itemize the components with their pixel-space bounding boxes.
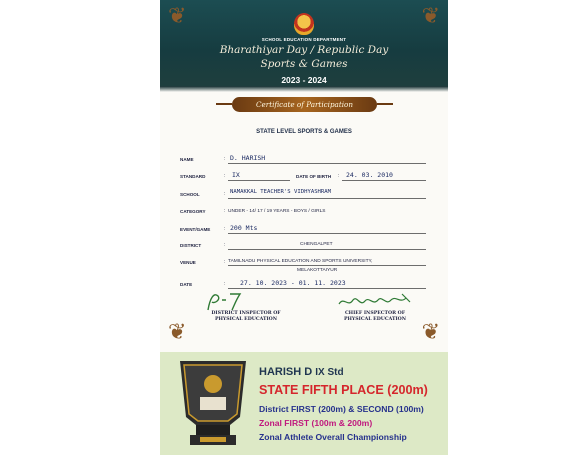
district-value: CHENGALPET bbox=[300, 242, 333, 247]
district-inspector-line1: DISTRICT INSPECTOR OF bbox=[211, 311, 281, 316]
chief-inspector-title bbox=[330, 311, 420, 323]
fill-line bbox=[228, 249, 426, 250]
fill-line bbox=[228, 265, 426, 266]
colon: : bbox=[338, 173, 340, 179]
academic-year: 2023 - 2024 bbox=[281, 75, 327, 85]
name-label: NAME bbox=[180, 157, 194, 162]
standard-value: IX bbox=[232, 171, 240, 179]
category-value: UNDER - 14/ 17 / 19 YEARS - BOYS / GIRLS bbox=[228, 209, 326, 214]
corner-ornament-icon: ❦ bbox=[168, 4, 187, 29]
participation-certificate bbox=[160, 0, 448, 352]
colon: : bbox=[224, 259, 226, 265]
corner-ornament-icon: ❦ bbox=[168, 320, 187, 345]
event-title-line1: Bharathiyar Day / Republic Day bbox=[219, 44, 389, 56]
name-value: D. HARISH bbox=[230, 154, 266, 162]
fill-line bbox=[342, 180, 426, 181]
venue-value-line2: MELAKOTTAIYUR bbox=[297, 268, 338, 273]
state-emblem-icon bbox=[294, 13, 314, 35]
corner-ornament-icon: ❦ bbox=[421, 320, 440, 345]
colon: : bbox=[224, 242, 226, 248]
school-label: SCHOOL bbox=[180, 192, 200, 197]
district-label: DISTRICT bbox=[180, 243, 202, 248]
colon: : bbox=[224, 226, 226, 232]
dob-label: DATE OF BIRTH bbox=[296, 174, 332, 179]
colon: : bbox=[224, 173, 226, 179]
colon: : bbox=[224, 208, 226, 214]
student-name: HARISH D bbox=[259, 366, 313, 378]
zonal-championship: Zonal Athlete Overall Championship bbox=[259, 432, 407, 442]
event-title-line2: Sports & Games bbox=[260, 58, 348, 70]
event-value: 200 Mts bbox=[230, 224, 258, 232]
chief-inspector-line1: CHIEF INSPECTOR OF bbox=[344, 311, 406, 316]
department-name: SCHOOL EDUCATION DEPARTMENT bbox=[261, 37, 347, 42]
district-inspector-title bbox=[196, 311, 296, 323]
competition-level: STATE LEVEL SPORTS & GAMES bbox=[256, 129, 352, 135]
fill-line bbox=[228, 198, 426, 199]
event-label: EVENT/GAME bbox=[180, 227, 211, 232]
venue-value-line1: TAMILNADU PHYSICAL EDUCATION AND SPORTS UNIVERSITY, bbox=[228, 259, 373, 264]
venue-label: VENUE bbox=[180, 260, 196, 265]
certificate-title-ribbon: Certificate of Participation bbox=[232, 97, 377, 112]
category-label: CATEGORY bbox=[180, 209, 206, 214]
dob-value: 24. 03. 2010 bbox=[346, 171, 393, 179]
student-standard: IX Std bbox=[315, 367, 344, 378]
district-inspector-line2: PHYSICAL EDUCATION bbox=[214, 317, 278, 322]
fill-line bbox=[228, 163, 426, 164]
chief-inspector-signature bbox=[336, 292, 414, 312]
date-value: 27. 10. 2023 - 01. 11. 2023 bbox=[240, 279, 346, 287]
fill-line bbox=[228, 180, 290, 181]
achievement-panel bbox=[160, 352, 448, 455]
fill-line bbox=[228, 288, 426, 289]
standard-label: STANDARD bbox=[180, 174, 206, 179]
trophy-award-icon bbox=[176, 357, 250, 449]
date-label: DATE bbox=[180, 282, 193, 287]
district-inspector-signature bbox=[204, 290, 250, 312]
state-place-headline: STATE FIFTH PLACE (200m) bbox=[259, 383, 428, 397]
school-value: NAMAKKAL TEACHER'S VIDHYASHRAM bbox=[230, 189, 332, 195]
colon: : bbox=[224, 156, 226, 162]
district-result: District FIRST (200m) & SECOND (100m) bbox=[259, 404, 424, 414]
student-name-line bbox=[259, 366, 344, 378]
zonal-result: Zonal FIRST (100m & 200m) bbox=[259, 418, 373, 428]
colon: : bbox=[224, 281, 226, 287]
colon: : bbox=[224, 191, 226, 197]
fill-line bbox=[228, 233, 426, 234]
corner-ornament-icon: ❦ bbox=[421, 4, 440, 29]
chief-inspector-line2: PHYSICAL EDUCATION bbox=[343, 317, 407, 322]
